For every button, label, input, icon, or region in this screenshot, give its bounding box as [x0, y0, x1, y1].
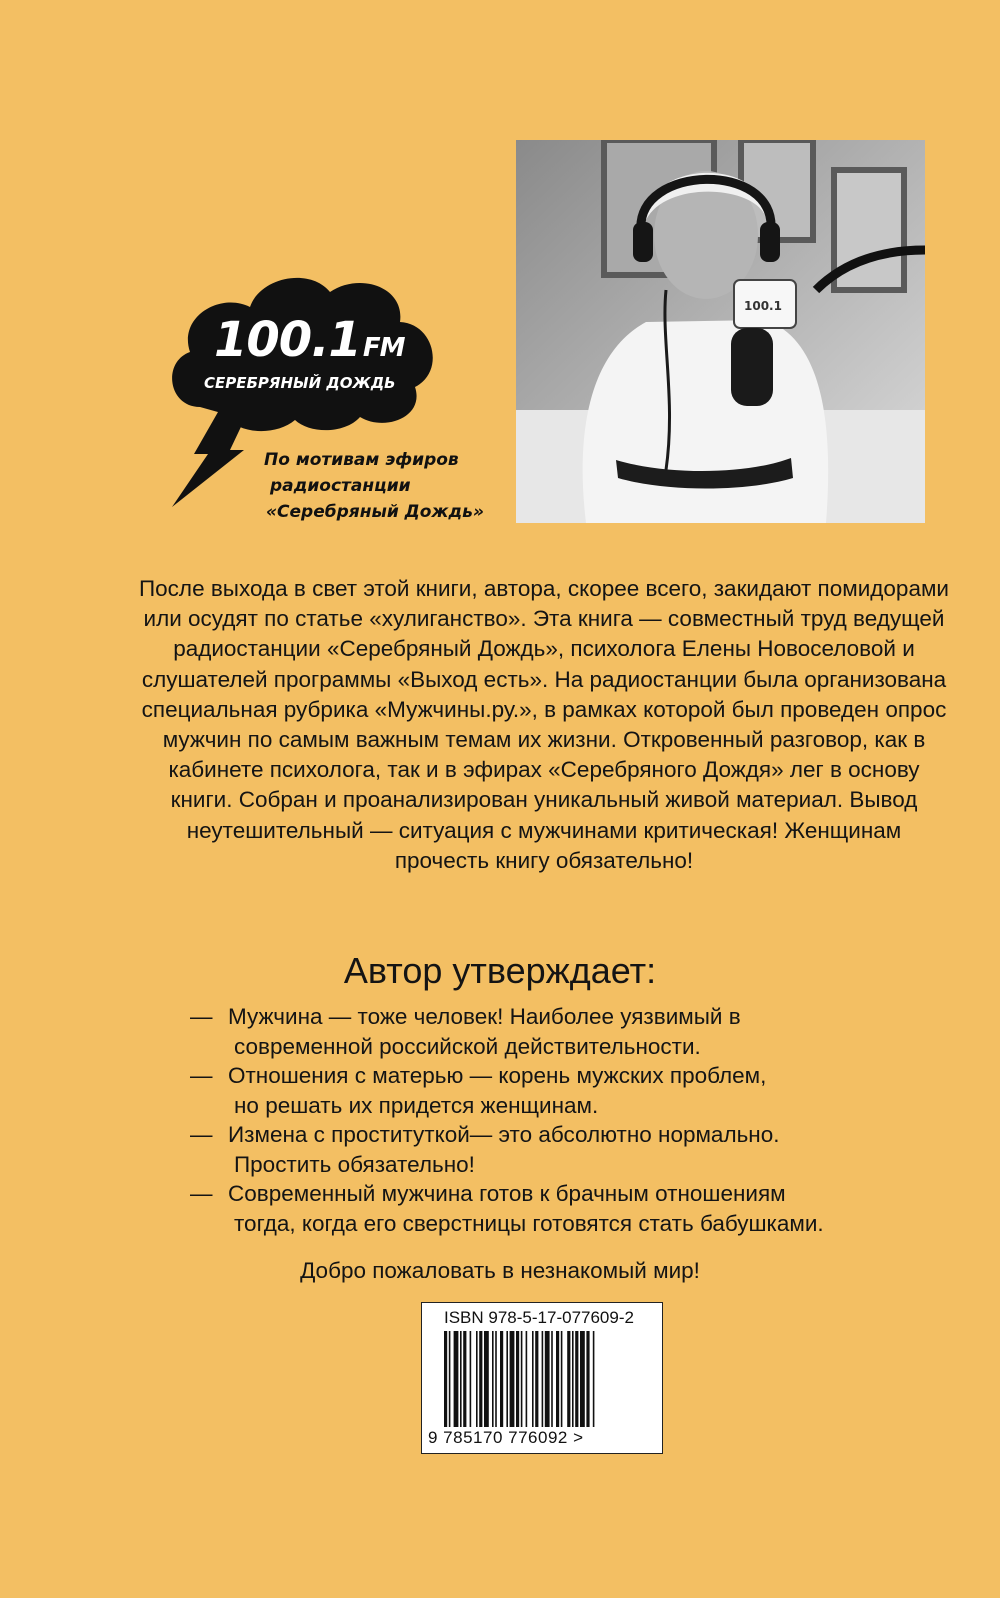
motto [264, 447, 484, 525]
claim-line: Измена с проституткой— это абсолютно нормально. [228, 1122, 780, 1147]
book-description: После выхода в свет этой книги, автора, скорее всего, закидают помидорами или осудят по статье «хулиганство». Эта книга — совместный труд ведущей радиостанции «Серебряный Дождь», психолога Елены Новоселовой и слушателей программы «Выход есть». На радиостанции была организована специальная рубрика «Мужчины.ру.», в рамках которой был проведен опрос мужчин по самым важным темам их жизни. Откровенный разговор, как в кабинете психолога, так и в эфирах «Серебряного Дождя» лег в основу книги. Собран и проанализирован уникальный живой материал. Вывод неутешительный — ситуация с мужчинами критическая! Женщинам прочесть книгу обязательно! [139, 576, 949, 873]
claim-text [228, 1179, 948, 1238]
claims-heading: Автор утверждает: [343, 950, 657, 991]
claim-line: Современный мужчина готов к брачным отношениям [228, 1181, 786, 1206]
claim-item [190, 1061, 970, 1120]
barcode-icon [444, 1331, 642, 1427]
claim-item [190, 1120, 970, 1179]
claim-dash: — [190, 1181, 213, 1206]
claim-line: но решать их придется женщинам. [234, 1092, 599, 1118]
claim-text [228, 1061, 948, 1120]
logo-frequency: 100.1FM [214, 312, 405, 368]
motto-line: радиостанции [270, 476, 411, 496]
claims-list [190, 1002, 970, 1238]
claim-dash: — [190, 1004, 213, 1029]
ean-digits: 9 785170 776092 > [428, 1428, 584, 1447]
claim-line: тогда, когда его сверстницы готовятся стать бабушками. [234, 1210, 824, 1236]
motto-line: По мотивам эфиров [264, 450, 459, 470]
logo-station-name: СЕРЕБРЯНЫЙ ДОЖДЬ [204, 374, 396, 392]
claim-line: Простить обязательно! [234, 1151, 475, 1177]
isbn-barcode [421, 1302, 663, 1454]
motto-line: «Серебряный Дождь» [266, 502, 484, 522]
author-at-microphone-image [516, 140, 925, 523]
isbn-number: ISBN 978-5-17-077609-2 [444, 1308, 634, 1327]
claim-dash: — [190, 1122, 213, 1147]
claim-dash: — [190, 1063, 213, 1088]
claim-line: современной российской действительности. [234, 1033, 701, 1059]
claim-item [190, 1179, 970, 1238]
claim-text [228, 1120, 948, 1179]
claim-item [190, 1002, 970, 1061]
welcome-line: Добро пожаловать в незнакомый мир! [300, 1258, 700, 1283]
mic-label: 100.1 [744, 299, 782, 313]
author-photo [516, 140, 925, 523]
claim-text [228, 1002, 948, 1061]
logo-band: FM [362, 333, 405, 363]
claim-line: Мужчина — тоже человек! Наиболее уязвимый в [228, 1004, 741, 1029]
claim-line: Отношения с матерью — корень мужских проблем, [228, 1063, 767, 1088]
